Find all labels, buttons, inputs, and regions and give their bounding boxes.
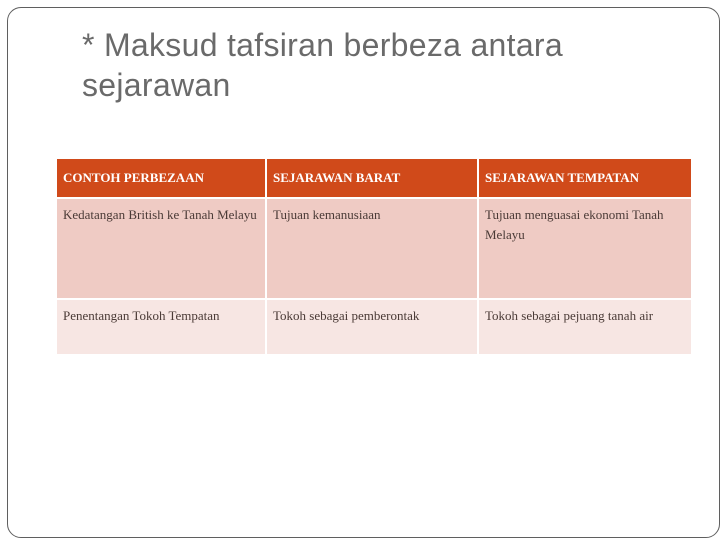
header-label: SEJARAWAN BARAT — [273, 170, 401, 185]
header-sejarawan-tempatan — [478, 159, 691, 198]
table-cell: Tujuan kemanusiaan — [266, 198, 478, 299]
table-header-row — [57, 159, 691, 198]
comparison-table-container — [57, 159, 691, 356]
table-cell: Tokoh sebagai pejuang tanah air — [478, 299, 691, 355]
header-contoh-perbezaan — [57, 159, 266, 198]
table-cell: Tujuan menguasai ekonomi Tanah Melayu — [478, 198, 691, 299]
table-cell: Kedatangan British ke Tanah Melayu — [57, 198, 266, 299]
comparison-table — [57, 159, 691, 356]
slide-title: * Maksud tafsiran berbeza antara sejarawan — [82, 27, 563, 103]
table-row — [57, 198, 691, 299]
header-label: SEJARAWAN TEMPATAN — [485, 170, 639, 185]
header-label: CONTOH PERBEZAAN — [63, 170, 204, 185]
header-sejarawan-barat — [266, 159, 478, 198]
table-row — [57, 299, 691, 355]
table-cell: Penentangan Tokoh Tempatan — [57, 299, 266, 355]
table-cell: Tokoh sebagai pemberontak — [266, 299, 478, 355]
